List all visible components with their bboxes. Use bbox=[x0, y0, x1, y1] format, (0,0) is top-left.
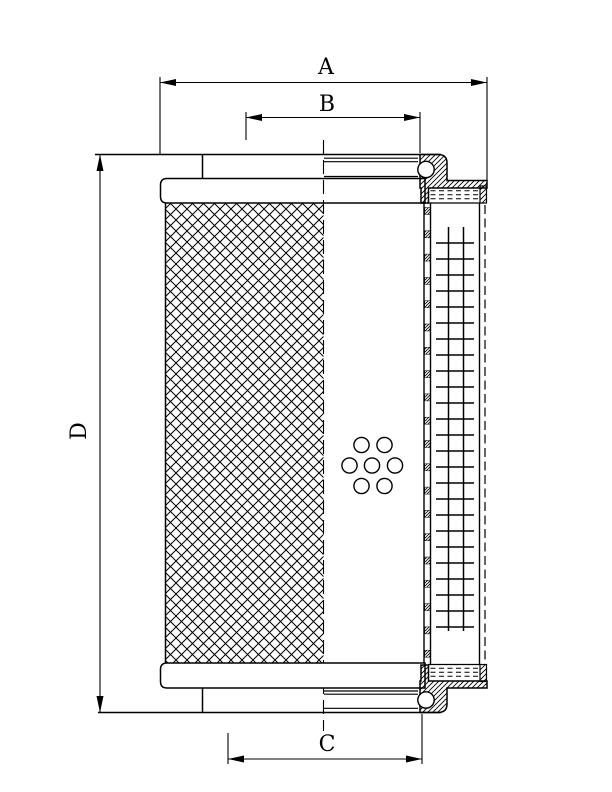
dimension-d-label: D bbox=[67, 422, 92, 440]
end-cap-band-bottom bbox=[161, 663, 426, 688]
perforation-hole bbox=[377, 478, 392, 493]
thread-end-block-bottom bbox=[480, 665, 487, 682]
perforation-hole bbox=[354, 437, 369, 452]
filter-media-crosshatch bbox=[166, 203, 324, 663]
perforation-hole bbox=[342, 458, 357, 473]
o-ring-top bbox=[418, 161, 434, 177]
dimension-c-label: C bbox=[318, 732, 336, 757]
perforation-hole bbox=[387, 458, 402, 473]
thread-end-block-top bbox=[480, 186, 487, 203]
end-cap-band-top bbox=[161, 179, 426, 204]
dimension-a-label: A bbox=[318, 55, 334, 80]
perforation-hole bbox=[354, 478, 369, 493]
o-ring-bottom bbox=[418, 692, 434, 708]
perforation-hole bbox=[364, 458, 379, 473]
perforation-hole bbox=[377, 437, 392, 452]
dimension-b-label: B bbox=[318, 92, 336, 117]
